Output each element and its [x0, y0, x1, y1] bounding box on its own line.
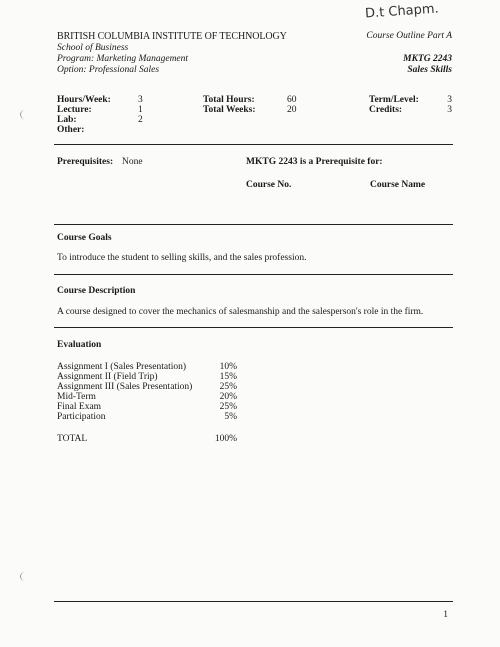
footer-divider: [54, 601, 453, 602]
evaluation-item-name: Mid-Term: [57, 392, 96, 402]
other-label: Other:: [57, 125, 85, 135]
outline-label: Course Outline Part A: [366, 31, 452, 41]
institute-name: BRITISH COLUMBIA INSTITUTE OF TECHNOLOGY: [57, 31, 287, 42]
lecture-label: Lecture:: [57, 105, 92, 115]
evaluation-item-percent: 15%: [219, 372, 237, 382]
prerequisites-label: Prerequisites:: [57, 157, 114, 167]
evaluation-total-label: TOTAL: [57, 434, 88, 444]
school-name: School of Business: [57, 43, 129, 53]
prerequisite-for-heading: MKTG 2243 is a Prerequisite for:: [246, 157, 383, 167]
total-hours-label: Total Hours:: [203, 95, 255, 105]
hours-week-label: Hours/Week:: [57, 95, 111, 105]
evaluation-item-name: Assignment III (Sales Presentation): [57, 382, 193, 392]
evaluation-item-name: Final Exam: [57, 402, 102, 412]
course-code: MKTG 2243: [403, 54, 452, 64]
evaluation-item-percent: 25%: [219, 382, 237, 392]
evaluation-item-percent: 25%: [219, 402, 237, 412]
divider: [54, 224, 453, 225]
program-name: Program: Marketing Management: [57, 54, 189, 64]
term-level-value: 3: [447, 95, 452, 105]
evaluation-item-name: Assignment I (Sales Presentation): [57, 362, 187, 372]
hours-week-value: 3: [138, 95, 143, 105]
total-hours-value: 60: [287, 95, 297, 105]
evaluation-item-percent: 20%: [219, 392, 237, 402]
course-goals-text: To introduce the student to selling skills, and the sales profession.: [57, 253, 307, 263]
credits-label: Credits:: [369, 105, 403, 115]
total-weeks-value: 20: [287, 105, 297, 115]
lecture-value: 1: [138, 105, 143, 115]
divider: [54, 327, 453, 328]
handwritten-signature: D.t Chapm.: [364, 1, 440, 22]
option-name: Option: Professional Sales: [57, 65, 160, 75]
prerequisites-value: None: [122, 157, 143, 167]
course-description-text: A course designed to cover the mechanics of salesmanship and the salesperson's role in the firm.: [57, 307, 424, 317]
hole-punch-mark: [20, 572, 30, 581]
divider: [54, 274, 453, 275]
page-number: 1: [443, 610, 448, 620]
evaluation-total-value: 100%: [214, 434, 237, 444]
evaluation-item-name: Assignment II (Field Trip): [57, 372, 158, 382]
evaluation-item-percent: 5%: [224, 412, 237, 422]
evaluation-item-percent: 10%: [219, 362, 237, 372]
course-name-header: Course Name: [370, 180, 426, 190]
course-goals-heading: Course Goals: [57, 233, 112, 243]
course-description-heading: Course Description: [57, 286, 136, 296]
lab-label: Lab:: [57, 115, 77, 125]
evaluation-item-name: Participation: [57, 412, 106, 422]
evaluation-heading: Evaluation: [57, 340, 102, 350]
divider: [54, 144, 453, 145]
term-level-label: Term/Level:: [369, 95, 419, 105]
lab-value: 2: [138, 115, 143, 125]
credits-value: 3: [447, 105, 452, 115]
course-no-header: Course No.: [246, 180, 292, 190]
course-name: Sales Skills: [407, 65, 452, 75]
total-weeks-label: Total Weeks:: [203, 105, 256, 115]
hole-punch-mark: [20, 110, 30, 119]
